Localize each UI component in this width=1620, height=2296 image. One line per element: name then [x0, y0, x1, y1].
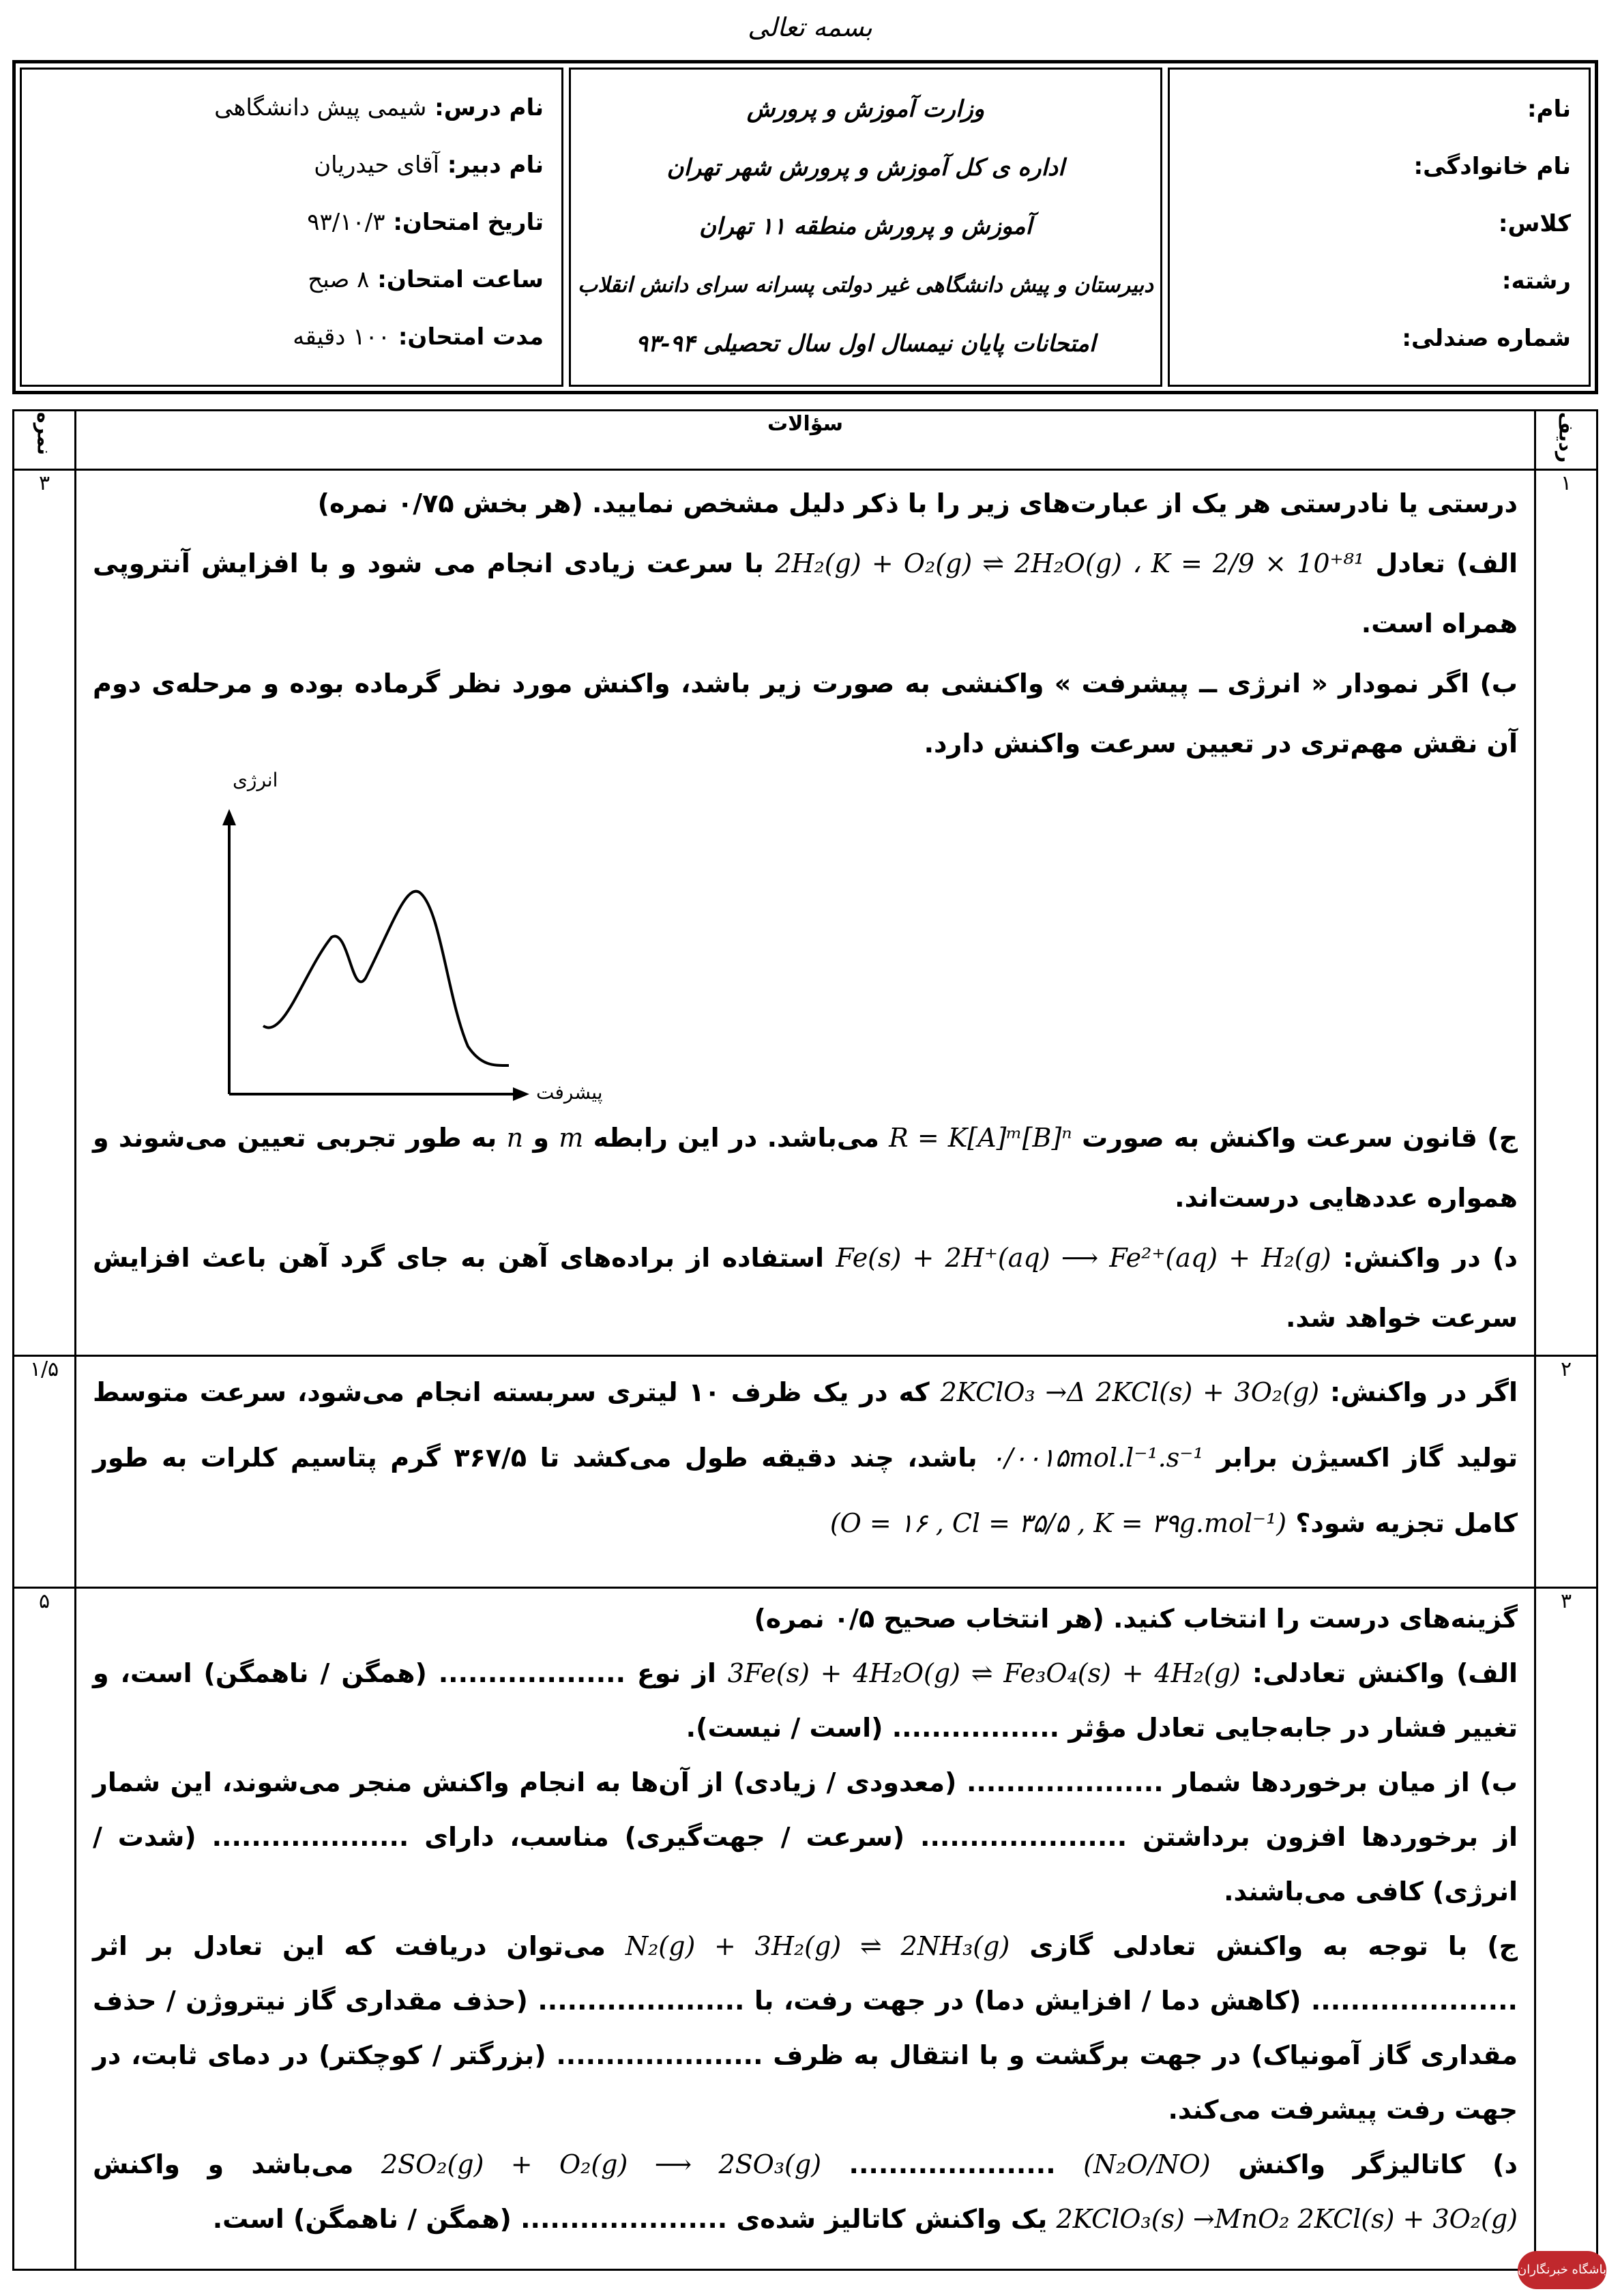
- course-value: ۸ صبح: [308, 266, 370, 293]
- watermark-logo: باشگاه خبرنگاران: [1518, 2251, 1606, 2289]
- q1-part-d: د) در واکنش: Fe(s) + 2H⁺(aq) ⟶ Fe²⁺(aq) + H₂(g) استفاده از براده‌های آهن به جای گرد آهن باعث افزایش سرعت خواهد شد.: [93, 1243, 1518, 1334]
- q1-a-equation: 2H₂(g) + O₂(g) ⇌ 2H₂O(g) ، K = 2/9 × 10⁺⁸¹: [775, 548, 1365, 579]
- q1-intro: درستی یا نادرستی هر یک از عبارت‌های زیر را با ذکر دلیل مشخص نمایید. (هر بخش ۰/۷۵ نمره): [317, 488, 1518, 519]
- q3-intro: گزینه‌های درست را انتخاب کنید. (هر انتخاب صحیح ۰/۵ نمره): [754, 1604, 1518, 1634]
- question-row-1: [14, 470, 1597, 1356]
- q2-rate: ۰/۰۰۱۵mol.l⁻¹.s⁻¹: [990, 1443, 1204, 1473]
- question-score: ۱/۵: [14, 1356, 76, 1588]
- q2-equation: 2KClO₃ →Δ 2KCl(s) + 3O₂(g): [940, 1377, 1320, 1408]
- institution-line: دبیرستان و پیش دانشگاهی غیر دولتی پسرانه سرای دانش انقلاب: [578, 273, 1153, 297]
- course-row: [40, 146, 544, 203]
- course-label: نام دبیر:: [447, 151, 544, 179]
- exam-header: [12, 60, 1598, 394]
- student-name-field: نام:: [1527, 95, 1571, 123]
- energy-progress-graph: [93, 769, 1518, 1108]
- rate-law: R = K[A]ᵐ[B]ⁿ: [889, 1123, 1072, 1153]
- course-info-box: [20, 68, 563, 387]
- q3-part-b: ب) از میان برخوردها شمار .................... (معدودی / زیادی) از آن‌ها به انجام واکنش منجر می‌شوند، این شمار از برخوردها افزون برداشتن ..................... (سرعت / جهت‌گیری) مناسب، دارای .................... (شدت / انرژی) کافی می‌باشند.: [93, 1767, 1518, 1907]
- course-row: [40, 203, 544, 261]
- course-row: [40, 318, 544, 375]
- q3-c-equation: N₂(g) + 3H₂(g) ⇌ 2NH₃(g): [625, 1931, 1010, 1962]
- course-value: آقای حیدریان: [314, 151, 440, 179]
- energy-graph-svg: [168, 774, 577, 1108]
- q3-d-options: (N₂O/NO): [1083, 2149, 1211, 2180]
- row-header: ردیف: [1535, 411, 1597, 470]
- question-score: ۵: [14, 1588, 76, 2270]
- q3-d-equation-2: 2KClO₃(s) →MnO₂ 2KCl(s) + 3O₂(g): [1056, 2204, 1518, 2235]
- institution-line: وزارت آموزش و پرورش: [746, 95, 985, 123]
- institution-line: آموزش و پرورش منطقه ۱۱ تهران: [699, 213, 1032, 240]
- q3-d-equation-1: 2SO₂(g) + O₂(g) ⟶ 2SO₃(g): [381, 2149, 822, 2180]
- q1-part-c: ج) قانون سرعت واکنش به صورت R = K[A]ᵐ[B]ⁿ می‌باشد. در این رابطه m و n به طور تجربی تعیین می‌شوند و همواره عددهایی درست‌اند.: [93, 1123, 1518, 1213]
- course-value: شیمی پیش دانشگاهی: [214, 94, 427, 121]
- question-text: [76, 470, 1535, 1356]
- course-label: مدت امتحان:: [398, 323, 544, 351]
- student-seat-field: شماره صندلی:: [1402, 325, 1571, 352]
- question-number: ۲: [1535, 1356, 1597, 1588]
- course-label: ساعت امتحان:: [377, 266, 544, 293]
- q3-a-equation: 3Fe(s) + 4H₂O(g) ⇌ Fe₃O₄(s) + 4H₂(g): [727, 1658, 1241, 1689]
- questions-table: [12, 409, 1598, 2271]
- q2-text: اگر در واکنش: 2KClO₃ →Δ 2KCl(s) + 3O₂(g) که در یک ظرف ۱۰ لیتری سربسته انجام می‌شود، سرعت متوسط تولید گاز اکسیژن برابر ۰/۰۰۱۵mol.l⁻¹.s⁻¹ باشد، چند دقیقه طول می‌کشد تا ۳۶۷/۵ گرم پتاسیم کلرات به طور کامل تجزیه شود؟ (O = ۱۶ , Cl = ۳۵/۵ , K = ۳۹g.mol⁻¹): [93, 1377, 1518, 1539]
- course-label: نام درس:: [435, 94, 544, 121]
- question-row-3: [14, 1588, 1597, 2270]
- student-major-field: رشته:: [1501, 267, 1571, 295]
- questions-header: سؤالات: [76, 411, 1535, 470]
- student-family-field: نام خانوادگی:: [1413, 153, 1571, 180]
- question-text: [76, 1588, 1535, 2270]
- table-header-row: [14, 411, 1597, 470]
- student-info-box: [1168, 68, 1591, 387]
- question-row-2: [14, 1356, 1597, 1588]
- course-label: تاریخ امتحان:: [393, 209, 544, 236]
- institution-line: امتحانات پایان نیمسال اول سال تحصیلی ۹۴-۹۳: [635, 330, 1096, 357]
- question-number: ۱: [1535, 470, 1597, 1356]
- graph-x-label: پیشرفت: [536, 1081, 603, 1104]
- q1-part-a: الف) تعادل 2H₂(g) + O₂(g) ⇌ 2H₂O(g) ، K = 2/9 × 10⁺⁸¹ با سرعت زیادی انجام می شود و با افزایش آنتروپی همراه است.: [93, 548, 1518, 639]
- question-text: [76, 1356, 1535, 1588]
- course-value: ۹۳/۱۰/۳: [307, 209, 385, 236]
- graph-y-label: انرژی: [233, 769, 278, 792]
- q3-part-c: ج) با توجه به واکنش تعادلی گازی N₂(g) + 3H₂(g) ⇌ 2NH₃(g) می‌توان دریافت که این تعادل بر اثر ..................... (کاهش دما / افزایش دما) در جهت رفت، با ..................... (حذف مقداری گاز نیتروژن / حذف مقداری گاز آمونیاک) در جهت برگشت و با انتقال به ظرف ..................... (بزرگتر / کوچکتر) در دمای ثابت، در جهت رفت پیشرفت می‌کند.: [93, 1931, 1518, 2125]
- institution-line: اداره ی کل آموزش و پرورش شهر تهران: [666, 154, 1065, 181]
- course-row: [40, 261, 544, 318]
- course-row: [40, 89, 544, 146]
- q3-part-d: د) کاتالیزگر واکنش 2SO₂(g) + O₂(g) ⟶ 2SO₃(g) ..................... (N₂O/NO) می‌باشد و واکنش 2KClO₃(s) →MnO₂ 2KCl(s) + 3O₂(g) یک واکنش کاتالیز شده‌ی ..................... (همگن / ناهمگن) است.: [93, 2149, 1518, 2235]
- score-header: نمره: [14, 411, 76, 470]
- course-value: ۱۰۰ دقیقه: [293, 323, 390, 351]
- q3-part-a: الف) واکنش تعادلی: 3Fe(s) + 4H₂O(g) ⇌ Fe₃O₄(s) + 4H₂(g) از نوع ................... (همگن / ناهمگن) است، و تغییر فشار در جابه‌جایی تعادل مؤثر ................. (است / نیست).: [93, 1658, 1518, 1743]
- institution-box: [569, 68, 1162, 387]
- bismillah-heading: بسمه تعالی: [748, 12, 872, 42]
- student-class-field: کلاس:: [1498, 210, 1571, 237]
- q2-molar-masses: (O = ۱۶ , Cl = ۳۵/۵ , K = ۳۹g.mol⁻¹): [829, 1508, 1287, 1539]
- q1-part-b: ب) اگر نمودار « انرژی ــ پیشرفت » واکنشی به صورت زیر باشد، واکنش مورد نظر گرماده بوده و مرحله‌ی دوم آن نقش مهم‌تری در تعیین سرعت واکنش دارد.: [93, 668, 1518, 759]
- question-score: ۳: [14, 470, 76, 1356]
- q1-d-equation: Fe(s) + 2H⁺(aq) ⟶ Fe²⁺(aq) + H₂(g): [836, 1243, 1331, 1274]
- question-number: ۳: [1535, 1588, 1597, 2270]
